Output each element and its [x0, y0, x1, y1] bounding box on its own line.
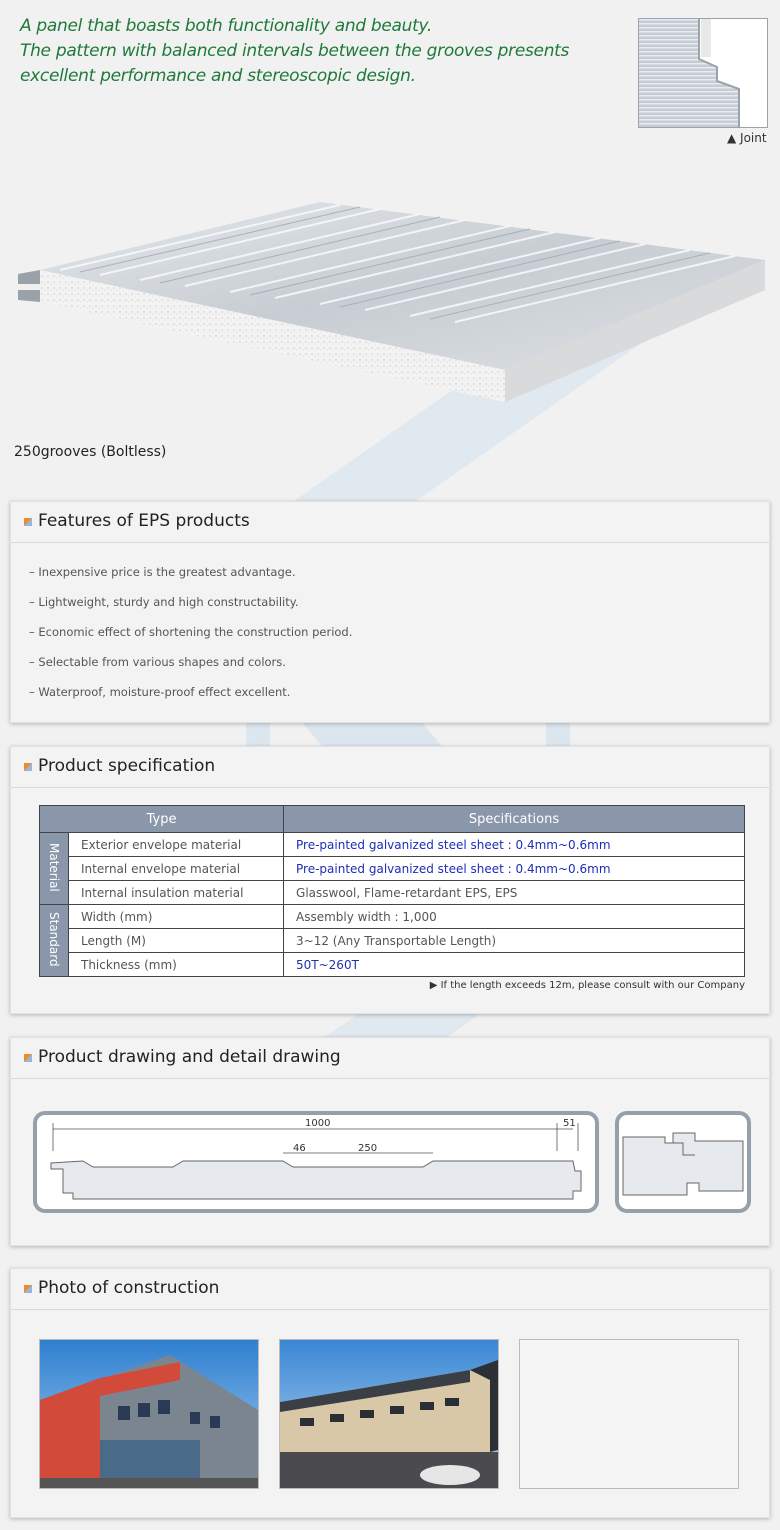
- specification-panel: [10, 746, 770, 1014]
- feature-item: – Inexpensive price is the greatest advantage.: [29, 565, 296, 579]
- row-type: Thickness (mm): [69, 953, 284, 977]
- section-bullet-icon: [24, 763, 32, 771]
- construction-photo-3[interactable]: [519, 1339, 739, 1489]
- row-type: Internal envelope material: [69, 857, 284, 881]
- photos-title: Photo of construction: [38, 1278, 220, 1298]
- row-type: Exterior envelope material: [69, 833, 284, 857]
- profile-drawing: [33, 1111, 599, 1213]
- hero-caption: 250grooves (Boltless): [14, 444, 167, 460]
- photos-header: [11, 1269, 769, 1310]
- spec-note: ▶ If the length exceeds 12m, please consult with our Company: [429, 980, 745, 991]
- header-specifications: Specifications: [284, 806, 745, 833]
- row-value: Glasswool, Flame-retardant EPS, EPS: [284, 881, 745, 905]
- row-value: 3~12 (Any Transportable Length): [284, 929, 745, 953]
- drawing-panel: [10, 1037, 770, 1246]
- feature-item: – Lightweight, sturdy and high constructability.: [29, 595, 299, 609]
- spec-table: [39, 805, 745, 977]
- dim-pitch-label: 250: [358, 1143, 378, 1154]
- feature-item: – Economic effect of shortening the construction period.: [29, 625, 353, 639]
- joint-image: [638, 18, 768, 128]
- row-value: 50T~260T: [284, 953, 745, 977]
- features-list: [29, 564, 352, 714]
- table-row: [40, 953, 745, 977]
- drawing-title: Product drawing and detail drawing: [38, 1047, 341, 1067]
- row-value: Assembly width : 1,000: [284, 905, 745, 929]
- header-type: Type: [40, 806, 284, 833]
- intro-text: [20, 14, 580, 89]
- table-header-row: [40, 806, 745, 833]
- table-row: [40, 881, 745, 905]
- row-type: Width (mm): [69, 905, 284, 929]
- row-value: Pre-painted galvanized steel sheet : 0.4mm~0.6mm: [284, 857, 745, 881]
- construction-photo-1[interactable]: [39, 1339, 259, 1489]
- features-panel: [10, 501, 770, 723]
- panel-product-image: [10, 190, 770, 420]
- row-type: Internal insulation material: [69, 881, 284, 905]
- dim-end-label: 51: [563, 1118, 576, 1129]
- construction-photo-2[interactable]: [279, 1339, 499, 1489]
- group-standard: Standard: [40, 905, 69, 977]
- joint-detail-drawing: [615, 1111, 751, 1213]
- dim-small-label: 46: [293, 1143, 306, 1154]
- dim-total-label: 1000: [305, 1118, 331, 1129]
- photos-panel: [10, 1268, 770, 1518]
- intro-line-2: The pattern with balanced intervals between the grooves presents: [20, 41, 570, 61]
- table-row: [40, 929, 745, 953]
- intro-line-1: A panel that boasts both functionality and beauty.: [20, 16, 433, 36]
- features-title: Features of EPS products: [38, 511, 250, 531]
- features-header: [11, 502, 769, 543]
- section-bullet-icon: [24, 1285, 32, 1293]
- row-type: Length (M): [69, 929, 284, 953]
- spec-title: Product specification: [38, 756, 216, 776]
- table-row: [40, 905, 745, 929]
- joint-label: ▲ Joint: [727, 131, 767, 145]
- feature-item: – Waterproof, moisture-proof effect excellent.: [29, 685, 291, 699]
- row-value: Pre-painted galvanized steel sheet : 0.4mm~0.6mm: [284, 833, 745, 857]
- spec-header: [11, 747, 769, 788]
- section-bullet-icon: [24, 518, 32, 526]
- drawing-header: [11, 1038, 769, 1079]
- table-row: [40, 857, 745, 881]
- section-bullet-icon: [24, 1054, 32, 1062]
- feature-item: – Selectable from various shapes and colors.: [29, 655, 286, 669]
- intro-line-3: excellent performance and stereoscopic design.: [20, 66, 416, 86]
- table-row: [40, 833, 745, 857]
- group-material: Material: [40, 833, 69, 905]
